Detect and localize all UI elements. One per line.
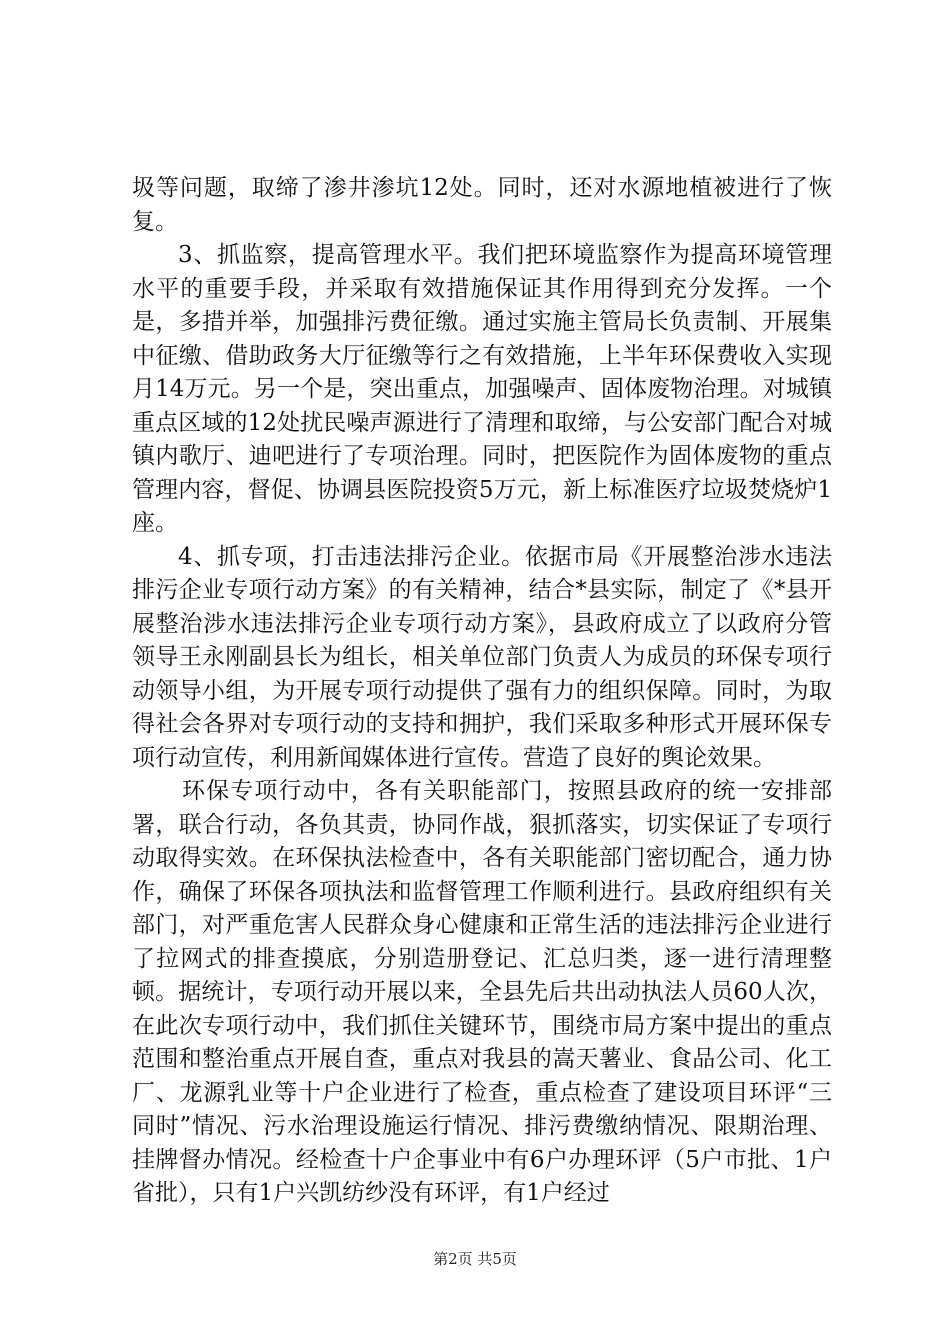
paragraph-special-action: 4、抓专项，打击违法排污企业。依据市局《开展整治涉水违法排污企业专项行动方案》的有关精神，结合*县实际，制定了《*县开展整治涉水违法排污企业专项行动方案》，县政府成立了以政府分管领导王永刚副县长为组长，相关单位部门负责人为成员的环保专项行动领导小组，为开展专项行动提供了强有力的组织保障。同时，为取得社会各界对专项行动的支持和拥护，我们采取多种形式开展环保专项行动宣传，利用新闻媒体进行宣传。营造了良好的舆论效果。 <box>132 543 832 771</box>
paragraph-supervision: 3、抓监察，提高管理水平。我们把环境监察作为提高环境管理水平的重要手段，并采取有效措施保证其作用得到充分发挥。一个是，多措并举，加强排污费征缴。通过实施主管局长负责制、开展集中征缴、借助政务大厅征缴等行之有效措施，上半年环保费收入实现月14万元。另一个是，突出重点，加强噪声、固体废物治理。对城镇重点区域的12处扰民噪声源进行了清理和取缔，与公安部门配合对城镇内歌厅、迪吧进行了专项治理。同时，把医院作为固体废物的重点管理内容，督促、协调县医院投资5万元，新上标准医疗垃圾焚烧炉1座。 <box>132 242 832 536</box>
paragraph-continuation: 圾等问题，取缔了渗井渗坑12处。同时，还对水源地植被进行了恢复。 <box>132 175 832 235</box>
page-number-footer: 第2页 共5页 <box>433 1250 517 1268</box>
paragraph-enforcement: 环保专项行动中，各有关职能部门，按照县政府的统一安排部署，联合行动，各负其责，协同作战，狠抓落实，切实保证了专项行动取得实效。在环保执法检查中，各有关职能部门密切配合，通力协作，确保了环保各项执法和监督管理工作顺利进行。县政府组织有关部门，对严重危害人民群众身心健康和正常生活的违法排污企业进行了拉网式的排查摸底，分别造册登记、汇总归类，逐一进行清理整顿。据统计，专项行动开展以来，全县先后共出动执法人员60人次，在此次专项行动中，我们抓住关键环节，围绕市局方案中提出的重点范围和整治重点开展自查，重点对我县的嵩天薯业、食品公司、化工厂、龙源乳业等十户企业进行了检查，重点检查了建设项目环评“三同时”情况、污水治理设施运行情况、排污费缴纳情况、限期治理、挂牌督办情况。经检查十户企事业中有6户办理环评（5户市批、1户省批），只有1户兴凯纺纱没有环评，有1户经过 <box>132 778 832 1206</box>
document-body <box>132 172 832 1211</box>
